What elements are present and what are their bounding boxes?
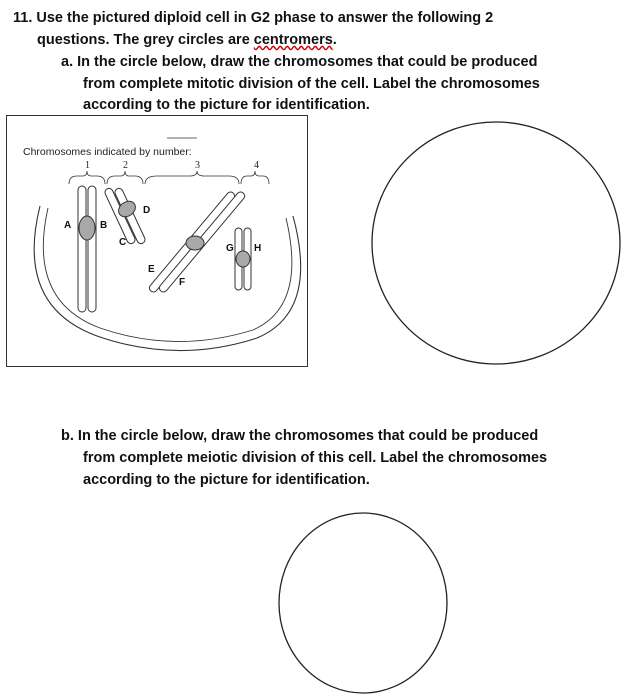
brace-4 bbox=[241, 171, 269, 184]
chromosome-4 bbox=[235, 228, 251, 290]
centromere-1 bbox=[79, 216, 95, 240]
chromosome-3 bbox=[148, 190, 246, 293]
chromosome-number-4: 4 bbox=[254, 160, 259, 171]
label-e: E bbox=[148, 264, 155, 275]
label-b: B bbox=[100, 220, 108, 231]
chromosome-1 bbox=[78, 186, 96, 312]
centromere-3 bbox=[186, 236, 204, 250]
centromere-4 bbox=[236, 251, 250, 267]
question-line-2-text: questions. The grey circles are bbox=[37, 32, 254, 48]
cell-figure bbox=[6, 115, 308, 367]
label-a: A bbox=[64, 220, 72, 231]
cell-diagram bbox=[7, 116, 309, 368]
chromosome-number-1: 1 bbox=[85, 160, 90, 171]
part-a-line-2: from complete mitotic division of the cell. Label the chromosomes bbox=[83, 76, 540, 92]
brace-3 bbox=[145, 171, 239, 184]
part-a-line-1: a. In the circle below, draw the chromosomes that could be produced bbox=[61, 54, 538, 70]
brace-2 bbox=[107, 171, 143, 184]
question-line-1 bbox=[13, 8, 493, 29]
label-d: D bbox=[143, 205, 151, 216]
label-f: F bbox=[179, 277, 186, 288]
part-b-line-3: according to the picture for identification. bbox=[83, 472, 370, 488]
brace-1 bbox=[69, 171, 105, 184]
label-c: C bbox=[119, 237, 127, 248]
part-a-line-3: according to the picture for identification. bbox=[83, 97, 370, 113]
chromatid-b bbox=[88, 186, 96, 312]
centromers-keyword: centromers bbox=[253, 32, 333, 48]
figure-caption: Chromosomes indicated by number: bbox=[23, 146, 192, 158]
part-b-line-1: b. In the circle below, draw the chromosomes that could be produced bbox=[61, 428, 539, 444]
question-line-2-period: . bbox=[332, 32, 337, 48]
answer-circle-b[interactable] bbox=[276, 510, 450, 696]
chromosome-number-3: 3 bbox=[195, 160, 200, 171]
chromatid-a bbox=[78, 186, 86, 312]
question-line-1-text: 11. Use the pictured diploid cell in G2 phase to answer the following 2 bbox=[13, 10, 494, 26]
label-h: H bbox=[254, 243, 262, 254]
chromosome-number-2: 2 bbox=[123, 160, 128, 171]
answer-circle-a[interactable] bbox=[368, 118, 624, 368]
question-line-2 bbox=[37, 30, 337, 51]
label-g: G bbox=[226, 243, 234, 254]
part-b-line-2: from complete meiotic division of this cell. Label the chromosomes bbox=[83, 450, 548, 466]
